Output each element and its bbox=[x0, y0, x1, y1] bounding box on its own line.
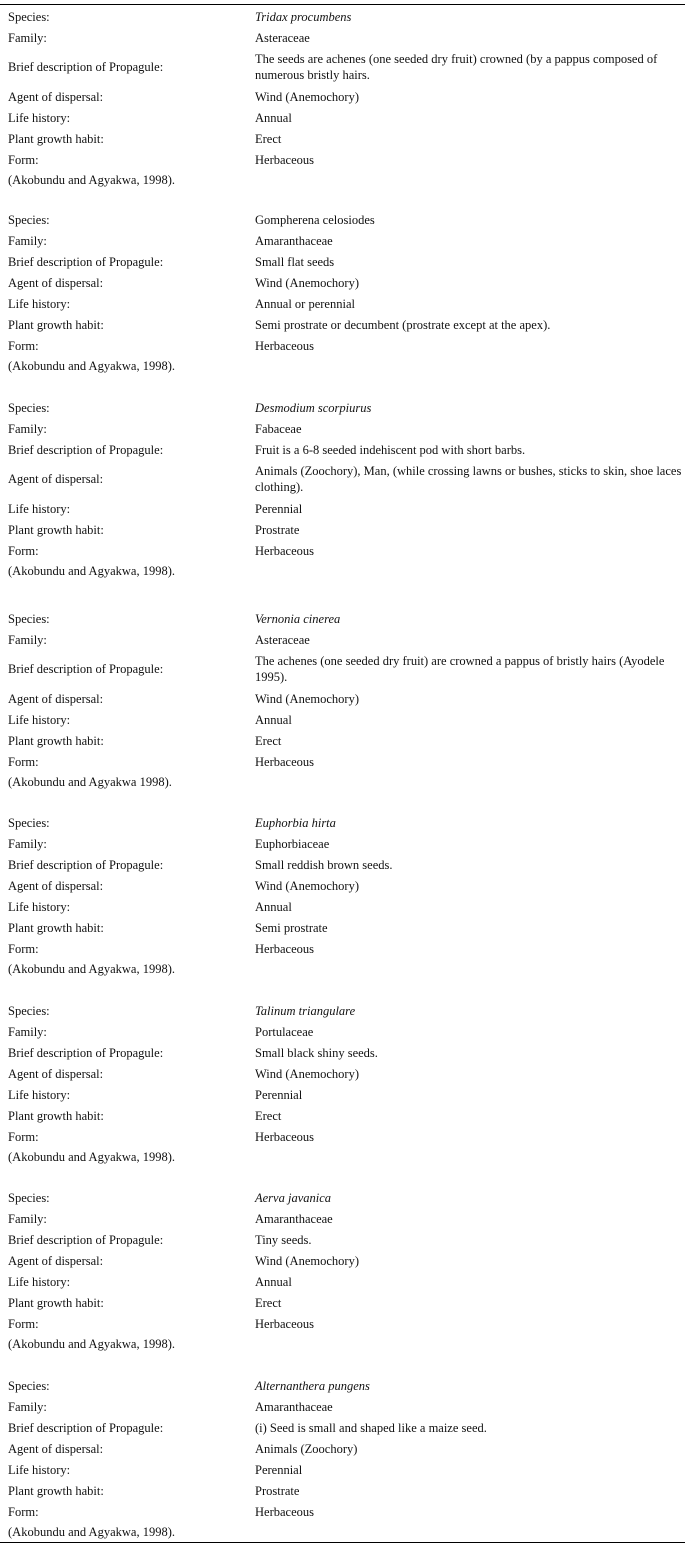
citation: (Akobundu and Agyakwa, 1998). bbox=[8, 1150, 175, 1164]
growth-habit-value: Semi prostrate bbox=[255, 920, 328, 935]
life-history-label: Life history: bbox=[8, 110, 71, 125]
propagule-value: The seeds are achenes (one seeded dry fruit) crowned (by a pappus composed of numerous bristly hairs. bbox=[255, 52, 658, 82]
family-value: Asteraceae bbox=[255, 30, 310, 45]
propagule-label: Brief description of Propagule: bbox=[8, 662, 164, 676]
family-value: Amaranthaceae bbox=[255, 1399, 333, 1414]
form-label: Form: bbox=[8, 338, 39, 353]
citation: (Akobundu and Agyakwa, 1998). bbox=[8, 962, 175, 976]
propagule-value: (i) Seed is small and shaped like a maize seed. bbox=[255, 1420, 487, 1435]
growth-habit-value: Erect bbox=[255, 1108, 282, 1123]
species-entry bbox=[0, 1187, 685, 1355]
species-label: Species: bbox=[8, 611, 50, 626]
dispersal-label: Agent of dispersal: bbox=[8, 1441, 104, 1456]
species-label: Species: bbox=[8, 212, 50, 227]
form-label: Form: bbox=[8, 152, 39, 167]
dispersal-label: Agent of dispersal: bbox=[8, 275, 104, 290]
form-label: Form: bbox=[8, 1316, 39, 1331]
life-history-label: Life history: bbox=[8, 1462, 71, 1477]
life-history-label: Life history: bbox=[8, 296, 71, 311]
family-label: Family: bbox=[8, 1024, 47, 1039]
growth-habit-label: Plant growth habit: bbox=[8, 733, 104, 748]
growth-habit-value: Erect bbox=[255, 131, 282, 146]
species-name: Tridax procumbens bbox=[255, 9, 352, 24]
citation: (Akobundu and Agyakwa, 1998). bbox=[8, 564, 175, 578]
life-history-label: Life history: bbox=[8, 712, 71, 727]
propagule-label: Brief description of Propagule: bbox=[8, 857, 164, 872]
growth-habit-label: Plant growth habit: bbox=[8, 1108, 104, 1123]
citation: (Akobundu and Agyakwa, 1998). bbox=[8, 1337, 175, 1351]
table-bottom-rule bbox=[0, 1542, 685, 1543]
form-value: Herbaceous bbox=[255, 152, 314, 167]
form-label: Form: bbox=[8, 1129, 39, 1144]
species-name: Euphorbia hirta bbox=[255, 815, 336, 830]
species-name: Alternanthera pungens bbox=[255, 1378, 370, 1393]
species-name: Desmodium scorpiurus bbox=[255, 400, 372, 415]
species-entry bbox=[0, 1000, 685, 1168]
species-label: Species: bbox=[8, 1378, 50, 1393]
species-label: Species: bbox=[8, 9, 50, 24]
family-label: Family: bbox=[8, 1399, 47, 1414]
species-label: Species: bbox=[8, 400, 50, 415]
citation: (Akobundu and Agyakwa, 1998). bbox=[8, 359, 175, 373]
growth-habit-label: Plant growth habit: bbox=[8, 1483, 104, 1498]
form-label: Form: bbox=[8, 1504, 39, 1519]
form-value: Herbaceous bbox=[255, 338, 314, 353]
family-label: Family: bbox=[8, 233, 47, 248]
propagule-value: Small reddish brown seeds. bbox=[255, 857, 393, 872]
propagule-value: Small black shiny seeds. bbox=[255, 1045, 378, 1060]
dispersal-value: Wind (Anemochory) bbox=[255, 1066, 359, 1081]
dispersal-label: Agent of dispersal: bbox=[8, 878, 104, 893]
growth-habit-label: Plant growth habit: bbox=[8, 131, 104, 146]
form-label: Form: bbox=[8, 941, 39, 956]
form-value: Herbaceous bbox=[255, 1504, 314, 1519]
dispersal-value: Wind (Anemochory) bbox=[255, 89, 359, 104]
species-label: Species: bbox=[8, 1003, 50, 1018]
family-label: Family: bbox=[8, 1211, 47, 1226]
growth-habit-label: Plant growth habit: bbox=[8, 1295, 104, 1310]
dispersal-label: Agent of dispersal: bbox=[8, 691, 104, 706]
life-history-value: Perennial bbox=[255, 1462, 303, 1477]
form-value: Herbaceous bbox=[255, 754, 314, 769]
life-history-value: Annual bbox=[255, 110, 292, 125]
species-name: Vernonia cinerea bbox=[255, 611, 341, 626]
family-value: Asteraceae bbox=[255, 632, 310, 647]
family-value: Fabaceae bbox=[255, 421, 302, 436]
propagule-value: The achenes (one seeded dry fruit) are crowned a pappus of bristly hairs (Ayodele 1995). bbox=[255, 654, 665, 684]
species-name: Talinum triangulare bbox=[255, 1003, 356, 1018]
species-entry bbox=[0, 608, 685, 793]
propagule-value: Small flat seeds bbox=[255, 254, 335, 269]
form-value: Herbaceous bbox=[255, 1316, 314, 1331]
species-entry bbox=[0, 209, 685, 377]
dispersal-label: Agent of dispersal: bbox=[8, 89, 104, 104]
species-label: Species: bbox=[8, 1190, 50, 1205]
dispersal-value: Animals (Zoochory) bbox=[255, 1441, 358, 1456]
family-value: Amaranthaceae bbox=[255, 233, 333, 248]
propagule-label: Brief description of Propagule: bbox=[8, 442, 164, 457]
family-value: Euphorbiaceae bbox=[255, 836, 330, 851]
citation: (Akobundu and Agyakwa, 1998). bbox=[8, 1525, 175, 1539]
species-name: Aerva javanica bbox=[255, 1190, 332, 1205]
dispersal-value: Wind (Anemochory) bbox=[255, 691, 359, 706]
dispersal-label: Agent of dispersal: bbox=[8, 1066, 104, 1081]
propagule-value: Tiny seeds. bbox=[255, 1232, 312, 1247]
family-value: Amaranthaceae bbox=[255, 1211, 333, 1226]
family-value: Portulaceae bbox=[255, 1024, 314, 1039]
dispersal-value: Wind (Anemochory) bbox=[255, 275, 359, 290]
citation: (Akobundu and Agyakwa, 1998). bbox=[8, 173, 175, 187]
life-history-label: Life history: bbox=[8, 501, 71, 516]
dispersal-label: Agent of dispersal: bbox=[8, 472, 104, 486]
family-label: Family: bbox=[8, 421, 47, 436]
form-value: Herbaceous bbox=[255, 1129, 314, 1144]
growth-habit-label: Plant growth habit: bbox=[8, 920, 104, 935]
growth-habit-label: Plant growth habit: bbox=[8, 522, 104, 537]
species-entry bbox=[0, 397, 685, 582]
life-history-label: Life history: bbox=[8, 1274, 71, 1289]
form-value: Herbaceous bbox=[255, 941, 314, 956]
species-entry bbox=[0, 812, 685, 980]
propagule-value: Fruit is a 6-8 seeded indehiscent pod with short barbs. bbox=[255, 442, 526, 457]
life-history-value: Perennial bbox=[255, 501, 303, 516]
table-top-rule bbox=[0, 4, 685, 5]
growth-habit-value: Prostrate bbox=[255, 1483, 300, 1498]
species-label: Species: bbox=[8, 815, 50, 830]
propagule-label: Brief description of Propagule: bbox=[8, 1232, 164, 1247]
dispersal-label: Agent of dispersal: bbox=[8, 1253, 104, 1268]
dispersal-value: Wind (Anemochory) bbox=[255, 1253, 359, 1268]
life-history-value: Annual bbox=[255, 899, 292, 914]
family-label: Family: bbox=[8, 30, 47, 45]
growth-habit-value: Prostrate bbox=[255, 522, 300, 537]
dispersal-value: Wind (Anemochory) bbox=[255, 878, 359, 893]
citation: (Akobundu and Agyakwa 1998). bbox=[8, 775, 172, 789]
form-label: Form: bbox=[8, 543, 39, 558]
species-entry bbox=[0, 6, 685, 191]
life-history-value: Annual or perennial bbox=[255, 296, 355, 311]
growth-habit-value: Semi prostrate or decumbent (prostrate except at the apex). bbox=[255, 317, 551, 332]
growth-habit-label: Plant growth habit: bbox=[8, 317, 104, 332]
life-history-label: Life history: bbox=[8, 1087, 71, 1102]
growth-habit-value: Erect bbox=[255, 1295, 282, 1310]
propagule-label: Brief description of Propagule: bbox=[8, 1045, 164, 1060]
species-entry bbox=[0, 1375, 685, 1543]
life-history-value: Perennial bbox=[255, 1087, 303, 1102]
life-history-value: Annual bbox=[255, 1274, 292, 1289]
form-label: Form: bbox=[8, 754, 39, 769]
propagule-label: Brief description of Propagule: bbox=[8, 1420, 164, 1435]
growth-habit-value: Erect bbox=[255, 733, 282, 748]
dispersal-value: Animals (Zoochory), Man, (while crossing lawns or bushes, sticks to skin, shoe laces clothing). bbox=[255, 464, 682, 494]
form-value: Herbaceous bbox=[255, 543, 314, 558]
family-label: Family: bbox=[8, 632, 47, 647]
propagule-label: Brief description of Propagule: bbox=[8, 60, 164, 74]
life-history-label: Life history: bbox=[8, 899, 71, 914]
life-history-value: Annual bbox=[255, 712, 292, 727]
family-label: Family: bbox=[8, 836, 47, 851]
propagule-label: Brief description of Propagule: bbox=[8, 254, 164, 269]
species-name: Gompherena celosiodes bbox=[255, 212, 375, 227]
